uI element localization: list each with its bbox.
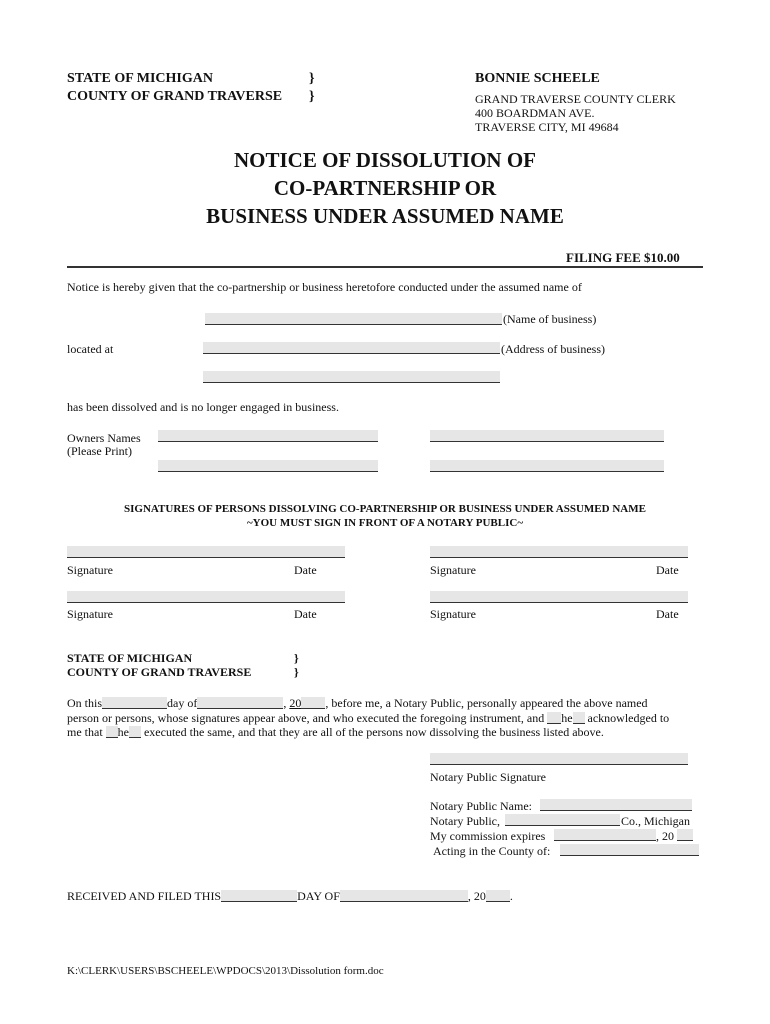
date-label-4: Date: [656, 607, 679, 621]
notary-line-1: On this day of , 20 , before me, a Notary Public, personally appeared the above named: [67, 696, 648, 710]
co-michigan-label: Co., Michigan: [621, 814, 690, 828]
notice-intro: Notice is hereby given that the co-partnership or business heretofore conducted under the assumed name of: [67, 280, 582, 294]
notary-brace-2: }: [294, 665, 299, 679]
title-line-1: NOTICE OF DISSOLUTION OF: [233, 148, 537, 172]
notary-signature-label: Notary Public Signature: [430, 770, 546, 784]
header-brace-2: }: [309, 89, 315, 104]
he-suffix-field-2[interactable]: [129, 726, 141, 738]
dissolved-statement: has been dissolved and is no longer engaged in business.: [67, 400, 339, 414]
acknowledged-text: acknowledged to: [587, 711, 670, 725]
located-at-label: located at: [67, 342, 114, 356]
notary-warning: ~YOU MUST SIGN IN FRONT OF A NOTARY PUBLIC~: [246, 517, 524, 529]
footer-file-path: K:\CLERK\USERS\BSCHEELE\WPDOCS\2013\Dissolution form.doc: [67, 965, 384, 977]
he-field-2[interactable]: [106, 726, 118, 738]
commission-date-field[interactable]: [554, 829, 656, 841]
clerk-street: 400 BOARDMAN AVE.: [475, 106, 595, 120]
business-name-label: (Name of business): [503, 312, 597, 326]
received-line: [67, 889, 513, 904]
on-this-text: On this: [67, 696, 103, 710]
notary-signature-field[interactable]: [430, 753, 688, 765]
notary-name-label: Notary Public Name:: [430, 799, 532, 813]
header-county: COUNTY OF GRAND TRAVERSE: [67, 89, 283, 104]
notary-month-field[interactable]: [197, 697, 283, 709]
signature-field-3[interactable]: [67, 591, 345, 603]
owners-sub-label: (Please Print): [67, 444, 132, 458]
notary-state: STATE OF MICHIGAN: [67, 651, 193, 665]
acting-county-label: Acting in the County of:: [433, 844, 551, 858]
notary-line-3: [67, 725, 604, 740]
title-line-2: CO-PARTNERSHIP OR: [273, 176, 497, 200]
received-day-of: DAY OF: [297, 889, 340, 903]
owner-name-field-4[interactable]: [430, 460, 664, 472]
signature-label-3: Signature: [67, 607, 113, 621]
he-text-1: he: [561, 711, 573, 725]
date-label-2: Date: [656, 563, 679, 577]
acting-county-field[interactable]: [560, 844, 699, 856]
commission-label: My commission expires: [430, 829, 546, 843]
business-name-field[interactable]: [205, 313, 502, 325]
signatures-heading: SIGNATURES OF PERSONS DISSOLVING CO-PARTNERSHIP OR BUSINESS UNDER ASSUMED NAME: [124, 503, 646, 515]
notary-public-label: Notary Public,: [430, 814, 500, 828]
owners-label: Owners Names: [67, 431, 141, 445]
before-me-text: , before me, a Notary Public, personally appeared the above named: [325, 696, 648, 710]
notary-county-field[interactable]: [505, 814, 620, 826]
header-brace-1: }: [309, 71, 315, 86]
signature-field-1[interactable]: [67, 546, 345, 558]
commission-year-prefix: , 20: [656, 829, 674, 843]
business-address-field-2[interactable]: [203, 371, 500, 383]
he-field-1[interactable]: [547, 712, 561, 724]
he-text-2: he: [117, 725, 129, 739]
signature-label-2: Signature: [430, 563, 476, 577]
received-day-field[interactable]: [221, 890, 297, 902]
day-of-text: day of: [167, 696, 198, 710]
clerk-office: GRAND TRAVERSE COUNTY CLERK: [475, 92, 676, 106]
header-state: STATE OF MICHIGAN: [67, 71, 213, 86]
notary-county: COUNTY OF GRAND TRAVERSE: [67, 665, 252, 679]
date-label-3: Date: [294, 607, 317, 621]
business-address-label: (Address of business): [501, 342, 605, 356]
business-address-field[interactable]: [203, 342, 500, 354]
received-period: .: [509, 889, 513, 903]
received-month-field[interactable]: [340, 890, 468, 902]
received-prefix: RECEIVED AND FILED THIS: [67, 889, 222, 903]
received-year-field[interactable]: [486, 890, 510, 902]
notary-name-field[interactable]: [540, 799, 692, 811]
owner-name-field-3[interactable]: [158, 460, 378, 472]
year-prefix-text: 20: [289, 696, 302, 710]
notary-line-3-text: executed the same, and that they are all of the persons now dissolving the business listed above.: [143, 725, 604, 739]
signature-label-1: Signature: [67, 563, 113, 577]
signature-label-4: Signature: [430, 607, 476, 621]
title-line-3: BUSINESS UNDER ASSUMED NAME: [206, 204, 564, 228]
received-comma20: , 20: [467, 889, 486, 903]
commission-year-field[interactable]: [677, 829, 693, 841]
filing-fee: FILING FEE $10.00: [566, 250, 680, 265]
date-label-1: Date: [294, 563, 317, 577]
clerk-name: BONNIE SCHEELE: [475, 71, 600, 86]
signature-field-2[interactable]: [430, 546, 688, 558]
header-rule: [67, 266, 703, 268]
notary-year-field[interactable]: [301, 697, 325, 709]
owner-name-field-1[interactable]: [158, 430, 378, 442]
signature-field-4[interactable]: [430, 591, 688, 603]
clerk-city: TRAVERSE CITY, MI 49684: [475, 120, 619, 134]
he-suffix-field-1[interactable]: [573, 712, 585, 724]
notary-line-2: [67, 711, 669, 726]
notary-line-2-text: person or persons, whose signatures appear above, and who executed the foregoing instrument, and: [67, 711, 545, 725]
notary-brace-1: }: [294, 651, 299, 665]
me-that-text: me that: [67, 725, 103, 739]
owner-name-field-2[interactable]: [430, 430, 664, 442]
notary-day-field[interactable]: [102, 697, 167, 709]
